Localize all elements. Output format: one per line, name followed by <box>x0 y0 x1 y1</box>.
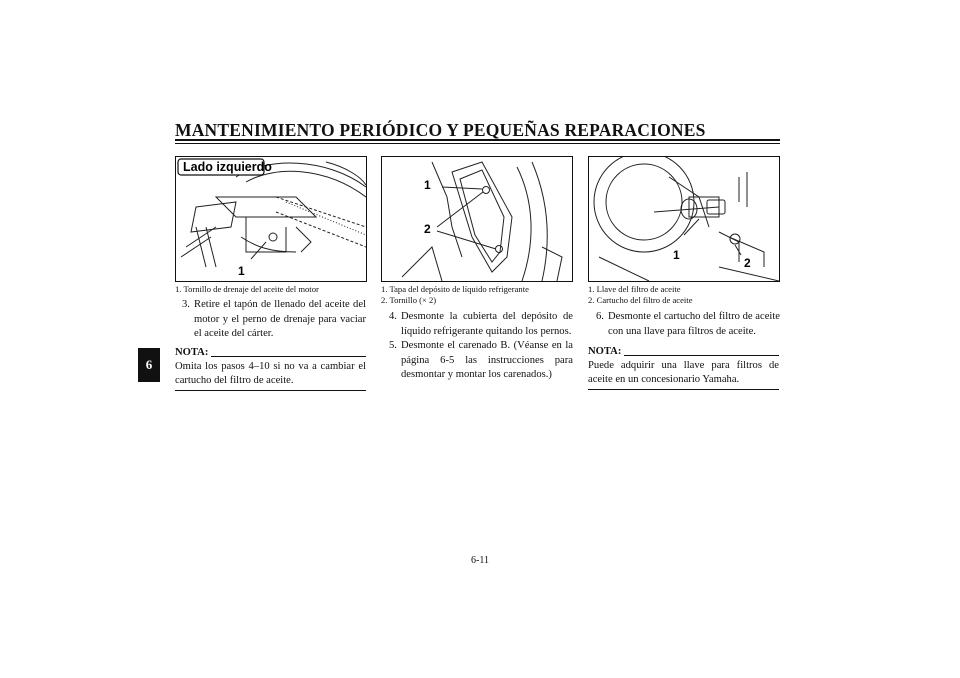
step-number: 6. <box>596 311 604 322</box>
page-number: 6-11 <box>471 555 489 566</box>
step-text: Retire el tapón de llenado del aceite del motor y el perno de drenaje para vaciar el aceite del cárter. <box>194 299 366 339</box>
step-number: 5. <box>389 340 397 351</box>
chapter-tab: 6 <box>138 348 160 382</box>
note-box <box>175 346 366 391</box>
figure-engine-drain-bolt-drawing <box>176 157 366 281</box>
figure-oil-filter <box>588 156 780 282</box>
caption-item: 1. Tornillo de drenaje del aceite del motor <box>175 284 319 294</box>
step-6 <box>596 310 780 339</box>
callout-1: 1 <box>424 178 431 192</box>
note-text: Puede adquirir una llave para filtros de aceite en un concesionario Yamaha. <box>588 360 779 385</box>
title-rule <box>175 139 780 141</box>
note-end-rule <box>588 389 779 390</box>
callout-1: 1 <box>673 248 680 262</box>
note-end-rule <box>175 390 366 391</box>
caption-item: 1. Tapa del depósito de líquido refrigerante <box>381 284 529 294</box>
callout-2: 2 <box>424 222 431 236</box>
step-5 <box>389 339 573 383</box>
figure-coolant-reservoir <box>381 156 573 282</box>
figure-caption-list <box>175 284 375 295</box>
step-text: Desmonte la cubierta del depósito de líquido refrigerante quitando los pernos. <box>401 311 573 337</box>
caption-item: 1. Llave del filtro de aceite <box>588 284 681 294</box>
caption-item: 2. Tornillo (× 2) <box>381 295 437 305</box>
step-number: 3. <box>182 299 190 310</box>
figure-caption-list <box>381 284 581 306</box>
caption-item: 2. Cartucho del filtro de aceite <box>588 295 693 305</box>
step-4 <box>389 310 573 339</box>
figure-caption-list <box>588 284 788 306</box>
note-label: NOTA: <box>175 347 209 358</box>
figure-oil-filter-drawing <box>589 157 779 281</box>
step-text: Desmonte el cartucho del filtro de aceite con una llave para filtros de aceite. <box>608 311 780 337</box>
callout-1: 1 <box>238 264 245 278</box>
note-text: Omita los pasos 4–10 si no va a cambiar el cartucho del filtro de aceite. <box>175 361 366 386</box>
step-number: 4. <box>389 311 397 322</box>
figure-coolant-reservoir-drawing <box>382 157 572 281</box>
step-text: Desmonte el carenado B. (Véanse en la página 6-5 las instrucciones para desmontar y montar los carenados.) <box>401 340 573 380</box>
note-box <box>588 345 779 390</box>
callout-2: 2 <box>744 256 751 270</box>
title-rule-thin <box>175 143 780 144</box>
figure-engine-drain-bolt <box>175 156 367 282</box>
step-3 <box>182 298 366 342</box>
page-title: MANTENIMIENTO PERIÓDICO Y PEQUEÑAS REPARACIONES <box>175 120 706 140</box>
note-label: NOTA: <box>588 346 622 357</box>
figure-badge-side: Lado izquierdo <box>183 160 272 174</box>
